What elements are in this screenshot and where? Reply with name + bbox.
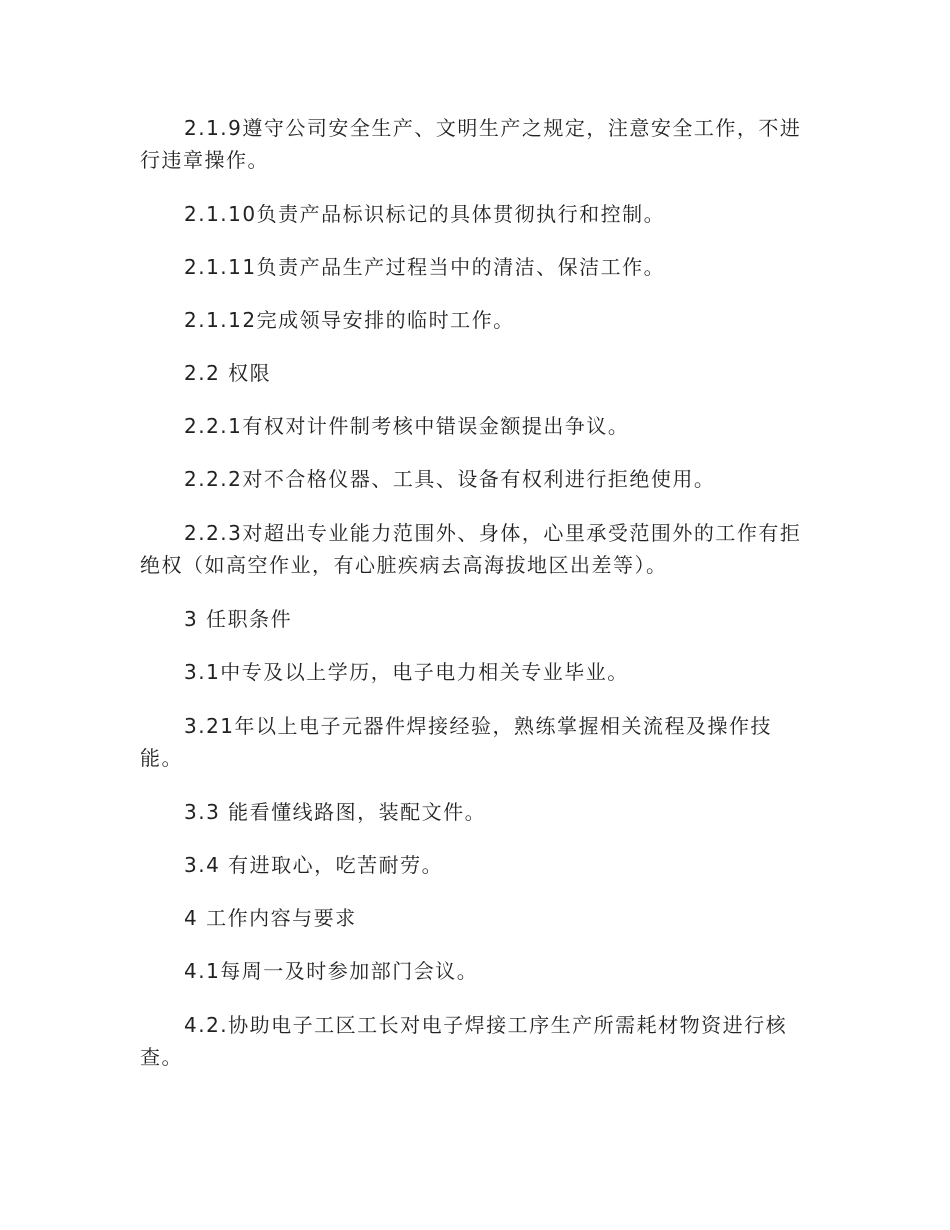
paragraph-3-4: 3.4 有进取心，吃苦耐劳。: [184, 853, 444, 877]
paragraph-2-1-12: 2.1.12完成领导安排的临时工作。: [184, 308, 515, 332]
heading-3-qualifications: 3 任职条件: [184, 607, 293, 631]
paragraph-2-2-1: 2.2.1有权对计件制考核中错误金额提出争议。: [184, 414, 630, 438]
paragraph-4-1: 4.1每周一及时参加部门会议。: [184, 959, 479, 983]
document-body: [140, 112, 810, 1096]
paragraph-3-3: 3.3 能看懂线路图，装配文件。: [184, 800, 487, 824]
paragraph-3-1: 3.1中专及以上学历，电子电力相关专业毕业。: [184, 660, 629, 684]
paragraph-2-2-3: 2.2.3对超出专业能力范围外、身体，心里承受范围外的工作有拒绝权（如高空作业，有心脏疾病去高海拔地区出差等）。: [140, 521, 802, 577]
paragraph-2-1-11: 2.1.11负责产品生产过程当中的清洁、保洁工作。: [184, 255, 666, 279]
heading-4-duties: 4 工作内容与要求: [184, 906, 357, 930]
heading-2-2-authority: 2.2 权限: [184, 361, 272, 385]
paragraph-4-2: 4.2.协助电子工区工长对电子焊接工序生产所需耗材物资进行核查。: [140, 1013, 788, 1069]
paragraph-3-2: 3.21年以上电子元器件焊接经验，熟练掌握相关流程及操作技能。: [140, 714, 773, 770]
paragraph-2-2-2: 2.2.2对不合格仪器、工具、设备有权利进行拒绝使用。: [184, 467, 716, 491]
paragraph-2-1-10: 2.1.10负责产品标识标记的具体贯彻执行和控制。: [184, 202, 666, 226]
paragraph-2-1-9: 2.1.9遵守公司安全生产、文明生产之规定，注意安全工作，不进行违章操作。: [140, 116, 802, 172]
